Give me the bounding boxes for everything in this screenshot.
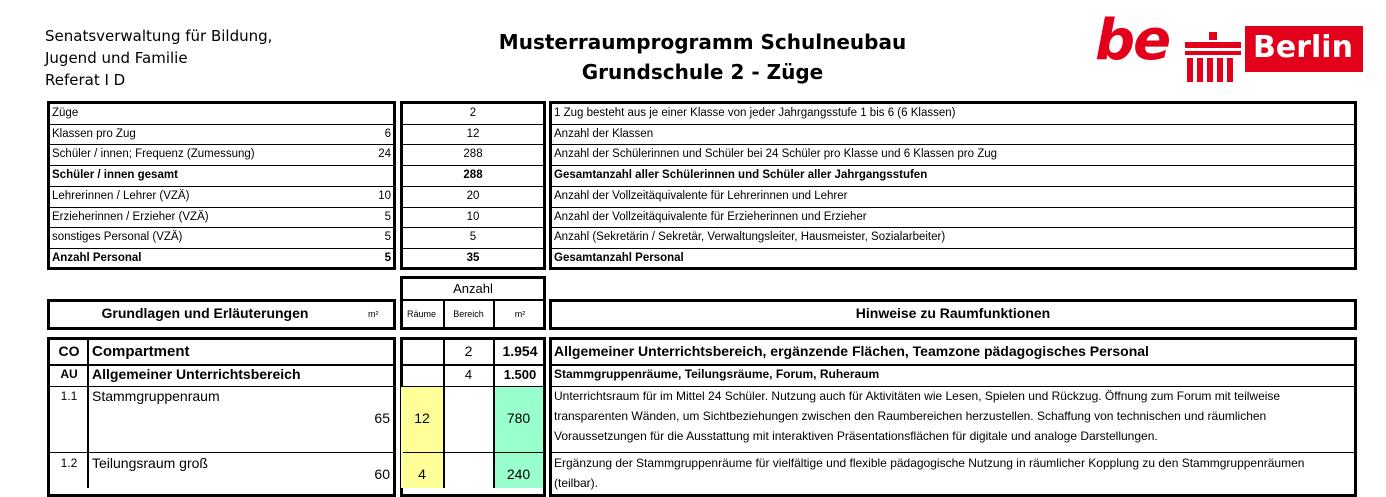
summary-factor: 5 bbox=[384, 231, 391, 244]
summary-factor: 6 bbox=[384, 127, 391, 140]
summary-label: Schüler / innen; Frequenz (Zumessung) bbox=[52, 148, 255, 161]
room-m2: 780 bbox=[506, 410, 531, 426]
m2-header: m² bbox=[514, 309, 526, 319]
room-note-line-3: Voraussetzungen für die Ausstattung mit interaktiven Präsentationsflächen für digitale und analoge Darstellungen. bbox=[554, 429, 1158, 443]
summary-note: Anzahl der Klassen bbox=[554, 127, 654, 140]
summary-value: 35 bbox=[466, 251, 480, 264]
compartment-note: Allgemeiner Unterrichtsbereich, ergänzende Flächen, Teamzone pädagogisches Personal bbox=[554, 343, 1149, 359]
room-note-line-1: Unterrichtsraum für im Mittel 24 Schüler. Nutzung auch für Aktivitäten wie Lesen, Spielen und Rückzug. Öffnung zum Forum mit teilweise bbox=[554, 389, 1281, 403]
summary-factor: 24 bbox=[378, 148, 391, 161]
summary-note: Anzahl der Schülerinnen und Schüler bei 24 Schüler pro Klasse und 6 Klassen pro Zug bbox=[554, 148, 998, 161]
title-line-2: Grundschule 2 - Züge bbox=[581, 60, 824, 84]
compartment-bereich: 2 bbox=[464, 343, 473, 359]
summary-factor: 5 bbox=[384, 210, 391, 223]
summary-label: Anzahl Personal bbox=[52, 251, 142, 264]
summary-note: Anzahl der Vollzeitäquivalente für Erzieherinnen und Erzieher bbox=[554, 210, 867, 223]
logo-berlin-text: Berlin bbox=[1253, 30, 1353, 65]
hinweise-header: Hinweise zu Raumfunktionen bbox=[855, 305, 1051, 321]
summary-note: Anzahl (Sekretärin / Sekretär, Verwaltungsleiter, Hausmeister, Sozialarbeiter) bbox=[554, 231, 946, 244]
room-code: 1.1 bbox=[60, 389, 78, 403]
org-line-3: Referat I D bbox=[45, 71, 126, 89]
summary-note: Gesamtanzahl aller Schülerinnen und Schüler aller Jahrgangsstufen bbox=[554, 169, 928, 182]
room-code: 1.2 bbox=[60, 456, 78, 470]
area-note: Stammgruppenräume, Teilungsräume, Forum, Ruheraum bbox=[554, 367, 880, 381]
summary-label: Schüler / innen gesamt bbox=[52, 169, 178, 182]
grundlagen-m2-unit: m² bbox=[368, 309, 379, 319]
summary-factor: 10 bbox=[378, 189, 391, 202]
room-name: Teilungsraum groß bbox=[92, 455, 208, 471]
summary-note: Gesamtanzahl Personal bbox=[554, 251, 684, 264]
summary-value: 288 bbox=[463, 148, 483, 161]
compartment-name: Compartment bbox=[92, 343, 190, 360]
summary-note: Anzahl der Vollzeitäquivalente für Lehrerinnen und Lehrer bbox=[554, 189, 848, 202]
org-line-1: Senatsverwaltung für Bildung, bbox=[45, 27, 273, 45]
summary-label: Erzieherinnen / Erzieher (VZÄ) bbox=[52, 210, 209, 223]
room-count: 12 bbox=[414, 410, 430, 426]
area-m2: 1.500 bbox=[503, 367, 537, 382]
room-note-line-2: (teilbar). bbox=[554, 476, 599, 490]
area-bereich: 4 bbox=[464, 367, 473, 382]
logo-be-text: be bbox=[1095, 8, 1170, 73]
area-name: Allgemeiner Unterrichtsbereich bbox=[92, 366, 301, 382]
summary-value: 10 bbox=[466, 210, 480, 223]
raeume-header: Räume bbox=[406, 309, 436, 319]
room-note-line-1: Ergänzung der Stammgruppenräume für vielfältige und flexible pädagogische Nutzung in räumlicher Kopplung zu den Stammgruppenräumen bbox=[554, 456, 1305, 470]
compartment-m2: 1.954 bbox=[502, 343, 538, 359]
grundlagen-header: Grundlagen und Erläuterungen bbox=[101, 305, 309, 321]
summary-value: 2 bbox=[469, 107, 477, 119]
summary-label: Lehrerinnen / Lehrer (VZÄ) bbox=[52, 189, 190, 202]
berlin-logo bbox=[1095, 8, 1363, 86]
compartment-code: CO bbox=[58, 343, 80, 359]
summary-value: 20 bbox=[466, 189, 480, 202]
summary-value: 5 bbox=[469, 231, 477, 244]
room-m2: 240 bbox=[506, 466, 531, 482]
anzahl-header: Anzahl bbox=[453, 281, 493, 296]
title-line-1: Musterraumprogramm Schulneubau bbox=[498, 30, 907, 54]
summary-label: Klassen pro Zug bbox=[52, 127, 136, 140]
room-name: Stammgruppenraum bbox=[92, 388, 220, 404]
room-count: 4 bbox=[418, 466, 426, 482]
org-line-2: Jugend und Familie bbox=[45, 49, 188, 67]
summary-note: 1 Zug besteht aus je einer Klasse von jeder Jahrgangsstufe 1 bis 6 (6 Klassen) bbox=[554, 107, 956, 119]
summary-label: Züge bbox=[52, 107, 79, 119]
logo-berlin-box bbox=[1245, 26, 1363, 72]
brandenburg-gate-icon bbox=[1183, 30, 1243, 84]
room-size: 65 bbox=[374, 410, 390, 426]
summary-factor: 5 bbox=[384, 251, 391, 264]
summary-value: 288 bbox=[463, 169, 483, 182]
area-code: AU bbox=[60, 367, 78, 381]
room-note-line-2: transparenten Wänden, um Sichtbeziehungen zwischen den Raumbereichen herzustellen. Schaffung von technischen und räumlichen bbox=[554, 409, 1267, 423]
bereich-header: Bereich bbox=[453, 309, 484, 319]
organization-name bbox=[45, 25, 272, 91]
room-size: 60 bbox=[374, 466, 390, 482]
summary-value: 12 bbox=[466, 127, 480, 140]
summary-label: sonstiges Personal (VZÄ) bbox=[52, 231, 183, 244]
